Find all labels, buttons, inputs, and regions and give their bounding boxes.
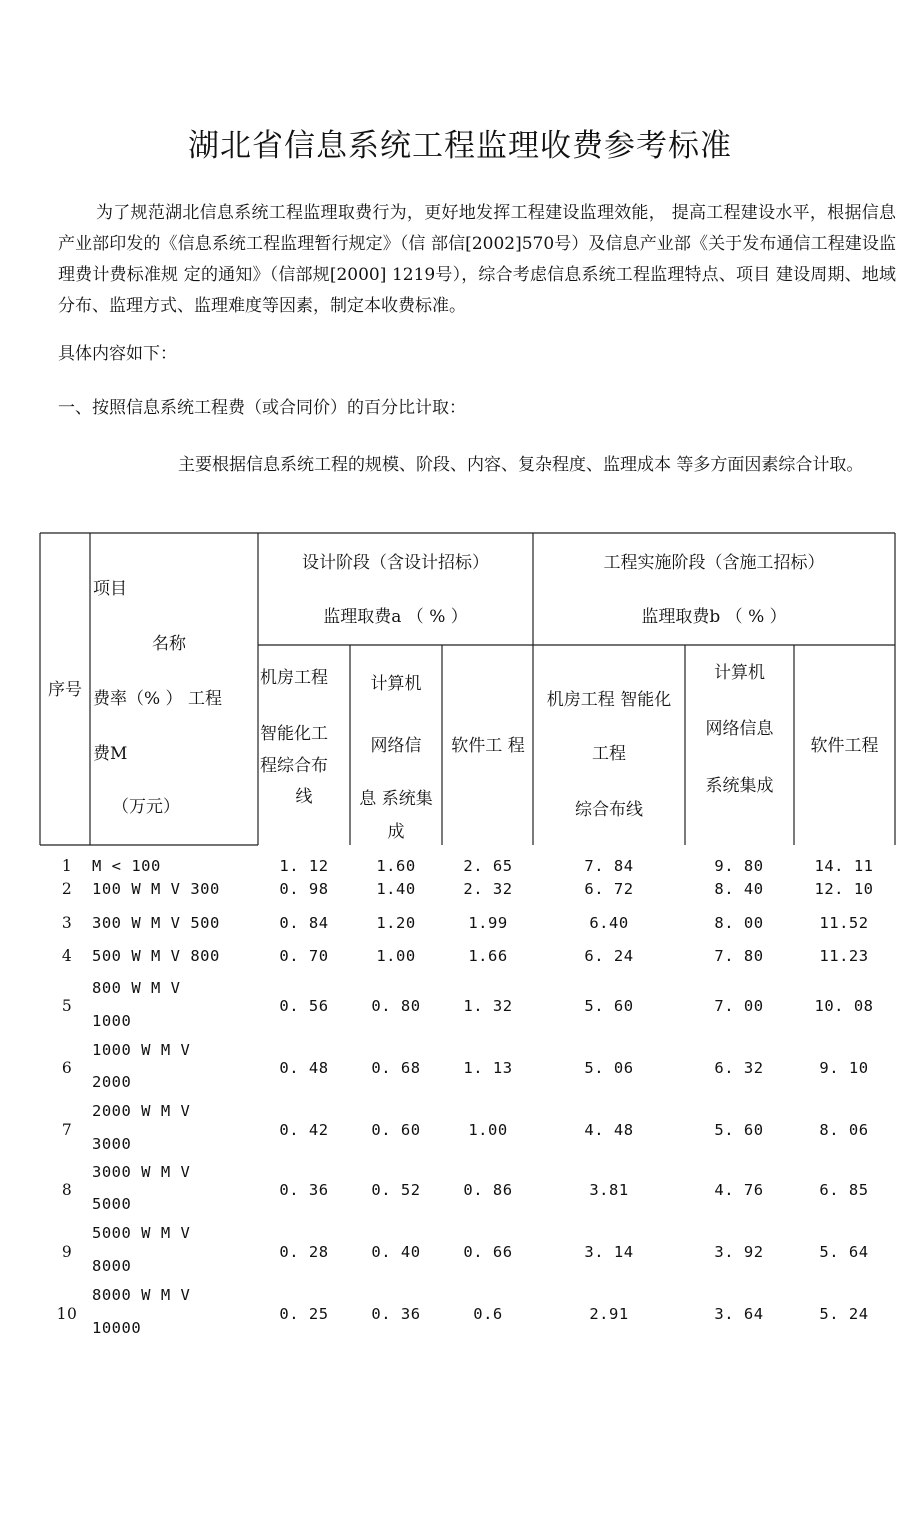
row-value: 1. 13	[463, 1059, 513, 1077]
row-value: 6.40	[589, 914, 629, 932]
row-value: 1.00	[468, 1121, 508, 1139]
row-value: 0. 86	[463, 1181, 513, 1199]
row-range-end: 10000	[92, 1319, 142, 1337]
row-number: 8	[61, 1181, 73, 1199]
row-value: 1.40	[376, 880, 416, 898]
row-value: 4. 76	[714, 1181, 764, 1199]
header-item-label: 项目	[93, 579, 127, 599]
header-d-col2-l4: 成	[387, 822, 405, 842]
header-i-col1-l1: 机房工程 智能化	[546, 690, 672, 710]
row-value: 0. 36	[371, 1305, 421, 1323]
row-value: 14. 11	[814, 857, 874, 875]
row-value: 9. 10	[819, 1059, 869, 1077]
row-value: 1. 12	[279, 857, 329, 875]
row-value: 8. 40	[714, 880, 764, 898]
row-range: M < 100	[92, 857, 161, 875]
row-value: 2.91	[589, 1305, 629, 1323]
header-seq: 序号	[48, 680, 82, 700]
row-value: 8. 06	[819, 1121, 869, 1139]
row-value: 7. 84	[584, 857, 634, 875]
header-fee-label: 费M	[93, 744, 128, 764]
row-value: 0. 25	[279, 1305, 329, 1323]
row-range: 500 W M V 800	[92, 947, 220, 965]
row-value: 5. 60	[584, 997, 634, 1015]
row-value: 0. 28	[279, 1243, 329, 1261]
row-value: 0. 80	[371, 997, 421, 1015]
header-d-col2-l3: 息 系统集	[359, 789, 433, 809]
row-number: 9	[61, 1243, 73, 1261]
row-value: 2. 65	[463, 857, 513, 875]
header-i-col2-l2: 网络信息	[705, 719, 774, 739]
row-value: 7. 80	[714, 947, 764, 965]
row-value: 6. 85	[819, 1181, 869, 1199]
header-rate-label: 费率（% ） 工程	[93, 689, 222, 709]
header-design-stage: 设计阶段（含设计招标）	[302, 553, 489, 573]
row-value: 1. 32	[463, 997, 513, 1015]
row-value: 0. 42	[279, 1121, 329, 1139]
section-description: 主要根据信息系统工程的规模、阶段、内容、复杂程度、监理成本 等多方面因素综合计取。	[178, 455, 864, 475]
row-value: 8. 00	[714, 914, 764, 932]
header-d-col1-l3: 程综合布	[260, 756, 328, 776]
header-d-col1-l2: 智能化工	[260, 724, 328, 744]
header-d-col3: 软件工 程	[451, 736, 525, 756]
row-value: 0. 68	[371, 1059, 421, 1077]
row-value: 0. 98	[279, 880, 329, 898]
row-range: 8000 W M V	[92, 1286, 191, 1304]
row-value: 0. 48	[279, 1059, 329, 1077]
row-value: 4. 48	[584, 1121, 634, 1139]
row-value: 1.60	[376, 857, 416, 875]
row-value: 3. 92	[714, 1243, 764, 1261]
row-value: 5. 24	[819, 1305, 869, 1323]
header-i-col2-l1: 计算机	[714, 663, 765, 683]
row-value: 3. 64	[714, 1305, 764, 1323]
row-number: 1	[61, 857, 73, 875]
row-range-end: 1000	[92, 1012, 132, 1030]
row-value: 3. 14	[584, 1243, 634, 1261]
header-i-col1-l2: 工程	[592, 744, 626, 764]
row-value: 10. 08	[814, 997, 874, 1015]
row-value: 1.20	[376, 914, 416, 932]
row-value: 0. 66	[463, 1243, 513, 1261]
row-value: 11.52	[819, 914, 869, 932]
header-name-label: 名称	[152, 634, 186, 654]
row-value: 7. 00	[714, 997, 764, 1015]
header-design-fee: 监理取费a （ % ）	[323, 607, 468, 627]
row-value: 5. 60	[714, 1121, 764, 1139]
intro-paragraph: 为了规范湖北信息系统工程监理取费行为，更好地发挥工程建设监理效能， 提高工程建设水平，根据信息产业部印发的《信息系统工程监理暂行规定》（信 部信[2002]570号）及信息产业部《关于发布通信工程建设监理费计费标准规 定的通知》（信部规[2000] 1219号），综合考虑信息系统工程监理特点、项目 建设周期、地域分布、监理方式、监理难度等因素，制定本收费标准。	[58, 203, 896, 316]
row-value: 0. 70	[279, 947, 329, 965]
row-range-end: 3000	[92, 1135, 132, 1153]
header-d-col1-l1: 机房工程	[260, 668, 328, 688]
row-value: 11.23	[819, 947, 869, 965]
row-range-end: 5000	[92, 1195, 132, 1213]
row-value: 6. 32	[714, 1059, 764, 1077]
row-value: 0. 56	[279, 997, 329, 1015]
row-value: 0. 60	[371, 1121, 421, 1139]
row-number: 2	[61, 880, 73, 898]
row-range: 1000 W M V	[92, 1041, 191, 1059]
row-value: 9. 80	[714, 857, 764, 875]
row-range: 3000 W M V	[92, 1163, 191, 1181]
row-range: 100 W M V 300	[92, 880, 220, 898]
row-value: 1.99	[468, 914, 508, 932]
row-range: 800 W M V	[92, 979, 181, 997]
row-range: 300 W M V 500	[92, 914, 220, 932]
row-value: 0. 36	[279, 1181, 329, 1199]
content-intro: 具体内容如下：	[58, 344, 177, 364]
row-value: 12. 10	[814, 880, 874, 898]
header-d-col2-l2: 网络信	[370, 736, 422, 756]
row-value: 0. 84	[279, 914, 329, 932]
row-number: 5	[61, 997, 73, 1015]
row-value: 6. 24	[584, 947, 634, 965]
row-value: 1.00	[376, 947, 416, 965]
header-impl-stage: 工程实施阶段（含施工招标）	[603, 553, 825, 573]
row-range: 5000 W M V	[92, 1224, 191, 1242]
header-unit-label: （万元）	[112, 797, 180, 817]
row-value: 6. 72	[584, 880, 634, 898]
row-number: 4	[61, 947, 73, 965]
row-range-end: 2000	[92, 1073, 132, 1091]
header-d-col2-l1: 计算机	[370, 674, 422, 694]
row-value: 1.66	[468, 947, 508, 965]
header-i-col2-l3: 系统集成	[705, 776, 774, 796]
row-value: 0. 52	[371, 1181, 421, 1199]
row-range-end: 8000	[92, 1257, 132, 1275]
row-value: 0. 40	[371, 1243, 421, 1261]
row-value: 3.81	[589, 1181, 629, 1199]
row-value: 5. 06	[584, 1059, 634, 1077]
row-number: 7	[61, 1121, 73, 1139]
page-title: 湖北省信息系统工程监理收费参考标准	[188, 128, 732, 164]
header-impl-fee: 监理取费b （ % ）	[641, 607, 787, 627]
row-number: 10	[56, 1305, 78, 1323]
row-value: 5. 64	[819, 1243, 869, 1261]
row-number: 6	[61, 1059, 73, 1077]
header-i-col1-l3: 综合布线	[575, 800, 643, 820]
row-value: 2. 32	[463, 880, 513, 898]
row-range: 2000 W M V	[92, 1102, 191, 1120]
row-value: 0.6	[473, 1305, 503, 1323]
row-number: 3	[61, 914, 73, 932]
header-d-col1-l4: 线	[295, 787, 313, 807]
header-i-col3: 软件工程	[810, 736, 879, 756]
section-heading: 一、按照信息系统工程费（或合同价）的百分比计取：	[58, 398, 466, 418]
